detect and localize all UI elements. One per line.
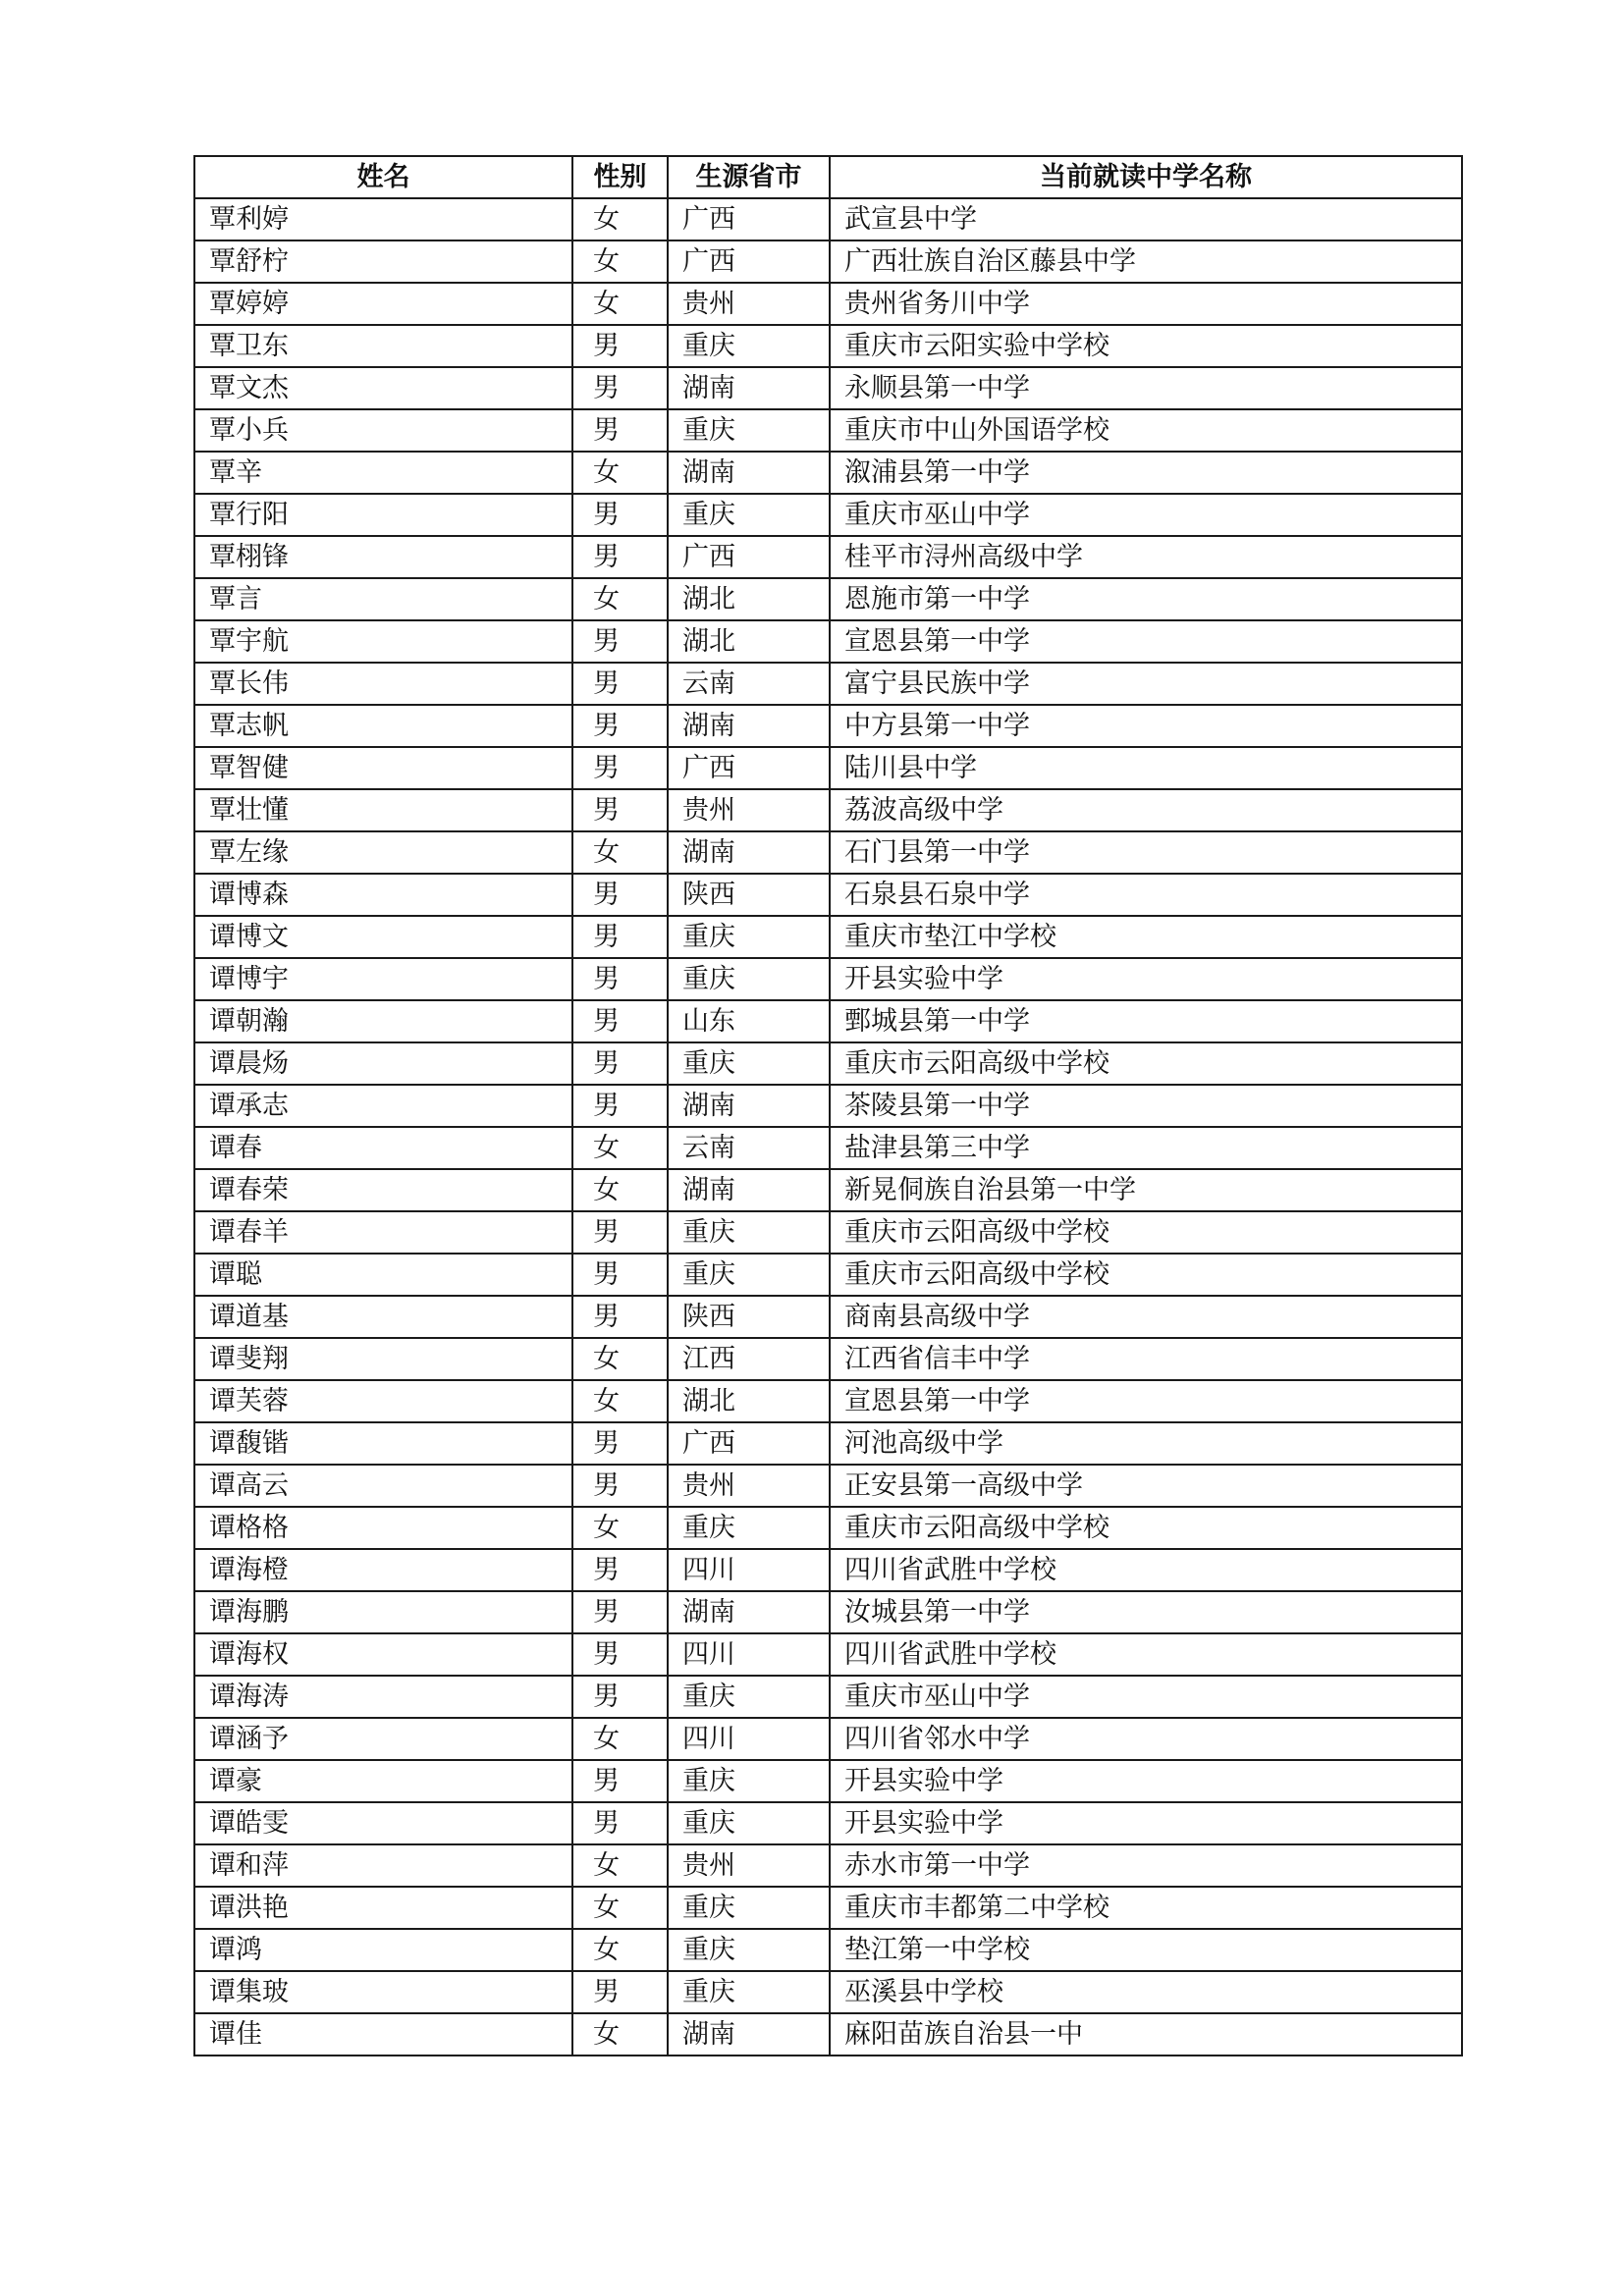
cell-gender: 男 bbox=[572, 1422, 668, 1465]
cell-school: 四川省武胜中学校 bbox=[830, 1633, 1462, 1676]
cell-province: 贵州 bbox=[668, 1844, 830, 1887]
cell-province: 重庆 bbox=[668, 916, 830, 958]
cell-gender: 女 bbox=[572, 283, 668, 325]
cell-province: 湖南 bbox=[668, 1169, 830, 1211]
cell-province: 湖南 bbox=[668, 831, 830, 874]
cell-school: 富宁县民族中学 bbox=[830, 663, 1462, 705]
cell-school: 宣恩县第一中学 bbox=[830, 620, 1462, 663]
cell-gender: 男 bbox=[572, 1042, 668, 1085]
table-row bbox=[194, 1760, 1462, 1802]
cell-school: 重庆市云阳高级中学校 bbox=[830, 1507, 1462, 1549]
table-row bbox=[194, 1887, 1462, 1929]
cell-school: 开县实验中学 bbox=[830, 1802, 1462, 1844]
table-row bbox=[194, 1338, 1462, 1380]
cell-province: 贵州 bbox=[668, 789, 830, 831]
table-row bbox=[194, 1591, 1462, 1633]
table-row bbox=[194, 1844, 1462, 1887]
cell-name: 谭馥锴 bbox=[194, 1422, 572, 1465]
table-row bbox=[194, 1169, 1462, 1211]
cell-school: 石门县第一中学 bbox=[830, 831, 1462, 874]
cell-name: 覃壮懂 bbox=[194, 789, 572, 831]
table-row bbox=[194, 1718, 1462, 1760]
cell-province: 重庆 bbox=[668, 1802, 830, 1844]
cell-school: 正安县第一高级中学 bbox=[830, 1465, 1462, 1507]
cell-gender: 男 bbox=[572, 1549, 668, 1591]
cell-school: 巫溪县中学校 bbox=[830, 1971, 1462, 2013]
cell-gender: 女 bbox=[572, 831, 668, 874]
cell-province: 湖南 bbox=[668, 367, 830, 409]
cell-school: 茶陵县第一中学 bbox=[830, 1085, 1462, 1127]
cell-name: 覃辛 bbox=[194, 452, 572, 494]
cell-school: 恩施市第一中学 bbox=[830, 578, 1462, 620]
cell-province: 湖南 bbox=[668, 452, 830, 494]
cell-gender: 男 bbox=[572, 367, 668, 409]
cell-province: 陕西 bbox=[668, 874, 830, 916]
cell-name: 覃文杰 bbox=[194, 367, 572, 409]
table-row bbox=[194, 1549, 1462, 1591]
cell-gender: 男 bbox=[572, 1802, 668, 1844]
cell-gender: 女 bbox=[572, 1844, 668, 1887]
table-row bbox=[194, 1507, 1462, 1549]
student-roster-table bbox=[193, 155, 1463, 2056]
cell-school: 贵州省务川中学 bbox=[830, 283, 1462, 325]
cell-province: 陕西 bbox=[668, 1296, 830, 1338]
cell-name: 覃宇航 bbox=[194, 620, 572, 663]
table-row bbox=[194, 578, 1462, 620]
cell-school: 四川省邻水中学 bbox=[830, 1718, 1462, 1760]
cell-name: 谭涵予 bbox=[194, 1718, 572, 1760]
cell-province: 广西 bbox=[668, 536, 830, 578]
cell-province: 贵州 bbox=[668, 283, 830, 325]
table-row bbox=[194, 2013, 1462, 2056]
cell-province: 湖南 bbox=[668, 705, 830, 747]
cell-school: 鄄城县第一中学 bbox=[830, 1000, 1462, 1042]
table-row bbox=[194, 874, 1462, 916]
cell-gender: 男 bbox=[572, 1085, 668, 1127]
cell-school: 荔波高级中学 bbox=[830, 789, 1462, 831]
table-row bbox=[194, 1971, 1462, 2013]
cell-school: 商南县高级中学 bbox=[830, 1296, 1462, 1338]
table-row bbox=[194, 325, 1462, 367]
cell-gender: 女 bbox=[572, 1507, 668, 1549]
cell-school: 重庆市巫山中学 bbox=[830, 494, 1462, 536]
cell-province: 重庆 bbox=[668, 1887, 830, 1929]
cell-province: 湖南 bbox=[668, 1591, 830, 1633]
cell-province: 重庆 bbox=[668, 409, 830, 452]
cell-gender: 男 bbox=[572, 536, 668, 578]
cell-school: 石泉县石泉中学 bbox=[830, 874, 1462, 916]
table-row bbox=[194, 1465, 1462, 1507]
cell-name: 谭高云 bbox=[194, 1465, 572, 1507]
cell-school: 溆浦县第一中学 bbox=[830, 452, 1462, 494]
cell-province: 湖北 bbox=[668, 578, 830, 620]
table-row bbox=[194, 1929, 1462, 1971]
cell-province: 四川 bbox=[668, 1718, 830, 1760]
table-row bbox=[194, 663, 1462, 705]
cell-gender: 男 bbox=[572, 747, 668, 789]
cell-province: 广西 bbox=[668, 240, 830, 283]
cell-province: 重庆 bbox=[668, 1760, 830, 1802]
table-row bbox=[194, 1422, 1462, 1465]
cell-school: 陆川县中学 bbox=[830, 747, 1462, 789]
header-gender: 性别 bbox=[572, 156, 668, 198]
cell-name: 覃长伟 bbox=[194, 663, 572, 705]
cell-gender: 男 bbox=[572, 874, 668, 916]
table-row bbox=[194, 747, 1462, 789]
cell-name: 覃言 bbox=[194, 578, 572, 620]
cell-gender: 女 bbox=[572, 452, 668, 494]
cell-name: 覃左缘 bbox=[194, 831, 572, 874]
cell-school: 重庆市垫江中学校 bbox=[830, 916, 1462, 958]
table-row bbox=[194, 1000, 1462, 1042]
cell-school: 广西壮族自治区藤县中学 bbox=[830, 240, 1462, 283]
cell-province: 四川 bbox=[668, 1633, 830, 1676]
cell-province: 贵州 bbox=[668, 1465, 830, 1507]
cell-school: 武宣县中学 bbox=[830, 198, 1462, 240]
table-row bbox=[194, 1127, 1462, 1169]
cell-school: 重庆市云阳高级中学校 bbox=[830, 1042, 1462, 1085]
cell-name: 覃栩锋 bbox=[194, 536, 572, 578]
cell-school: 重庆市巫山中学 bbox=[830, 1676, 1462, 1718]
cell-school: 中方县第一中学 bbox=[830, 705, 1462, 747]
cell-name: 覃智健 bbox=[194, 747, 572, 789]
cell-gender: 男 bbox=[572, 1000, 668, 1042]
table-row bbox=[194, 198, 1462, 240]
cell-gender: 男 bbox=[572, 1591, 668, 1633]
cell-school: 河池高级中学 bbox=[830, 1422, 1462, 1465]
cell-gender: 男 bbox=[572, 916, 668, 958]
cell-gender: 男 bbox=[572, 789, 668, 831]
cell-name: 谭博森 bbox=[194, 874, 572, 916]
cell-gender: 男 bbox=[572, 1633, 668, 1676]
table-row bbox=[194, 916, 1462, 958]
cell-school: 江西省信丰中学 bbox=[830, 1338, 1462, 1380]
cell-name: 谭皓雯 bbox=[194, 1802, 572, 1844]
cell-province: 重庆 bbox=[668, 1254, 830, 1296]
table-row bbox=[194, 1085, 1462, 1127]
cell-name: 谭博宇 bbox=[194, 958, 572, 1000]
header-name: 姓名 bbox=[194, 156, 572, 198]
table-row bbox=[194, 283, 1462, 325]
cell-name: 谭集玻 bbox=[194, 1971, 572, 2013]
table-row bbox=[194, 494, 1462, 536]
cell-gender: 女 bbox=[572, 578, 668, 620]
cell-name: 谭斐翔 bbox=[194, 1338, 572, 1380]
cell-school: 盐津县第三中学 bbox=[830, 1127, 1462, 1169]
cell-gender: 男 bbox=[572, 1760, 668, 1802]
cell-name: 谭海权 bbox=[194, 1633, 572, 1676]
cell-school: 开县实验中学 bbox=[830, 1760, 1462, 1802]
cell-school: 开县实验中学 bbox=[830, 958, 1462, 1000]
cell-school: 重庆市云阳实验中学校 bbox=[830, 325, 1462, 367]
cell-name: 谭豪 bbox=[194, 1760, 572, 1802]
cell-province: 广西 bbox=[668, 1422, 830, 1465]
cell-gender: 女 bbox=[572, 198, 668, 240]
cell-school: 重庆市云阳高级中学校 bbox=[830, 1254, 1462, 1296]
cell-school: 垫江第一中学校 bbox=[830, 1929, 1462, 1971]
table-row bbox=[194, 1254, 1462, 1296]
cell-name: 谭海橙 bbox=[194, 1549, 572, 1591]
cell-gender: 女 bbox=[572, 2013, 668, 2056]
table-row bbox=[194, 1802, 1462, 1844]
table-row bbox=[194, 1676, 1462, 1718]
cell-name: 谭海鹏 bbox=[194, 1591, 572, 1633]
cell-name: 覃婷婷 bbox=[194, 283, 572, 325]
cell-school: 新晃侗族自治县第一中学 bbox=[830, 1169, 1462, 1211]
cell-gender: 女 bbox=[572, 1380, 668, 1422]
cell-province: 重庆 bbox=[668, 1971, 830, 2013]
cell-gender: 女 bbox=[572, 1338, 668, 1380]
table-row bbox=[194, 1380, 1462, 1422]
cell-province: 广西 bbox=[668, 198, 830, 240]
cell-gender: 女 bbox=[572, 1127, 668, 1169]
cell-name: 谭佳 bbox=[194, 2013, 572, 2056]
cell-name: 谭洪艳 bbox=[194, 1887, 572, 1929]
cell-name: 谭晨炀 bbox=[194, 1042, 572, 1085]
cell-province: 山东 bbox=[668, 1000, 830, 1042]
cell-school: 桂平市浔州高级中学 bbox=[830, 536, 1462, 578]
cell-name: 覃利婷 bbox=[194, 198, 572, 240]
table-row bbox=[194, 620, 1462, 663]
cell-gender: 男 bbox=[572, 1296, 668, 1338]
cell-name: 谭春羊 bbox=[194, 1211, 572, 1254]
cell-gender: 女 bbox=[572, 1929, 668, 1971]
cell-name: 谭格格 bbox=[194, 1507, 572, 1549]
table-row bbox=[194, 536, 1462, 578]
cell-province: 广西 bbox=[668, 747, 830, 789]
cell-name: 谭和萍 bbox=[194, 1844, 572, 1887]
table-row bbox=[194, 1296, 1462, 1338]
table-row bbox=[194, 1042, 1462, 1085]
table-row bbox=[194, 452, 1462, 494]
cell-province: 重庆 bbox=[668, 1507, 830, 1549]
cell-province: 重庆 bbox=[668, 1929, 830, 1971]
cell-gender: 男 bbox=[572, 663, 668, 705]
cell-name: 谭春荣 bbox=[194, 1169, 572, 1211]
cell-name: 谭承志 bbox=[194, 1085, 572, 1127]
cell-gender: 男 bbox=[572, 705, 668, 747]
cell-province: 四川 bbox=[668, 1549, 830, 1591]
cell-name: 谭道基 bbox=[194, 1296, 572, 1338]
cell-name: 覃志帆 bbox=[194, 705, 572, 747]
cell-province: 湖北 bbox=[668, 1380, 830, 1422]
cell-gender: 男 bbox=[572, 1676, 668, 1718]
cell-name: 谭海涛 bbox=[194, 1676, 572, 1718]
cell-name: 覃舒柠 bbox=[194, 240, 572, 283]
cell-gender: 男 bbox=[572, 409, 668, 452]
cell-school: 重庆市丰都第二中学校 bbox=[830, 1887, 1462, 1929]
cell-gender: 男 bbox=[572, 1465, 668, 1507]
cell-gender: 男 bbox=[572, 958, 668, 1000]
cell-school: 汝城县第一中学 bbox=[830, 1591, 1462, 1633]
table-row bbox=[194, 367, 1462, 409]
cell-province: 重庆 bbox=[668, 958, 830, 1000]
cell-name: 谭芙蓉 bbox=[194, 1380, 572, 1422]
cell-province: 重庆 bbox=[668, 1211, 830, 1254]
cell-gender: 男 bbox=[572, 1254, 668, 1296]
table-row bbox=[194, 705, 1462, 747]
cell-province: 重庆 bbox=[668, 494, 830, 536]
cell-province: 湖南 bbox=[668, 1085, 830, 1127]
cell-province: 云南 bbox=[668, 663, 830, 705]
cell-name: 覃行阳 bbox=[194, 494, 572, 536]
cell-name: 覃卫东 bbox=[194, 325, 572, 367]
cell-province: 湖南 bbox=[668, 2013, 830, 2056]
cell-name: 谭鸿 bbox=[194, 1929, 572, 1971]
cell-gender: 女 bbox=[572, 1169, 668, 1211]
cell-name: 谭朝瀚 bbox=[194, 1000, 572, 1042]
cell-province: 重庆 bbox=[668, 1676, 830, 1718]
cell-gender: 男 bbox=[572, 1971, 668, 2013]
cell-province: 江西 bbox=[668, 1338, 830, 1380]
table-row bbox=[194, 831, 1462, 874]
cell-school: 重庆市中山外国语学校 bbox=[830, 409, 1462, 452]
table-row bbox=[194, 958, 1462, 1000]
cell-gender: 男 bbox=[572, 1211, 668, 1254]
cell-school: 麻阳苗族自治县一中 bbox=[830, 2013, 1462, 2056]
table-header-row bbox=[194, 156, 1462, 198]
header-province: 生源省市 bbox=[668, 156, 830, 198]
cell-province: 云南 bbox=[668, 1127, 830, 1169]
cell-gender: 女 bbox=[572, 240, 668, 283]
table-row bbox=[194, 409, 1462, 452]
cell-gender: 男 bbox=[572, 494, 668, 536]
cell-school: 重庆市云阳高级中学校 bbox=[830, 1211, 1462, 1254]
cell-gender: 男 bbox=[572, 620, 668, 663]
cell-name: 覃小兵 bbox=[194, 409, 572, 452]
table-row bbox=[194, 1211, 1462, 1254]
cell-gender: 男 bbox=[572, 325, 668, 367]
table-row bbox=[194, 789, 1462, 831]
table-row bbox=[194, 1633, 1462, 1676]
header-school: 当前就读中学名称 bbox=[830, 156, 1462, 198]
cell-name: 谭春 bbox=[194, 1127, 572, 1169]
cell-province: 重庆 bbox=[668, 325, 830, 367]
cell-province: 重庆 bbox=[668, 1042, 830, 1085]
cell-school: 四川省武胜中学校 bbox=[830, 1549, 1462, 1591]
cell-school: 宣恩县第一中学 bbox=[830, 1380, 1462, 1422]
cell-school: 永顺县第一中学 bbox=[830, 367, 1462, 409]
cell-province: 湖北 bbox=[668, 620, 830, 663]
cell-name: 谭博文 bbox=[194, 916, 572, 958]
cell-school: 赤水市第一中学 bbox=[830, 1844, 1462, 1887]
cell-gender: 女 bbox=[572, 1887, 668, 1929]
cell-gender: 女 bbox=[572, 1718, 668, 1760]
table-row bbox=[194, 240, 1462, 283]
table-body bbox=[194, 198, 1462, 2056]
cell-name: 谭聪 bbox=[194, 1254, 572, 1296]
